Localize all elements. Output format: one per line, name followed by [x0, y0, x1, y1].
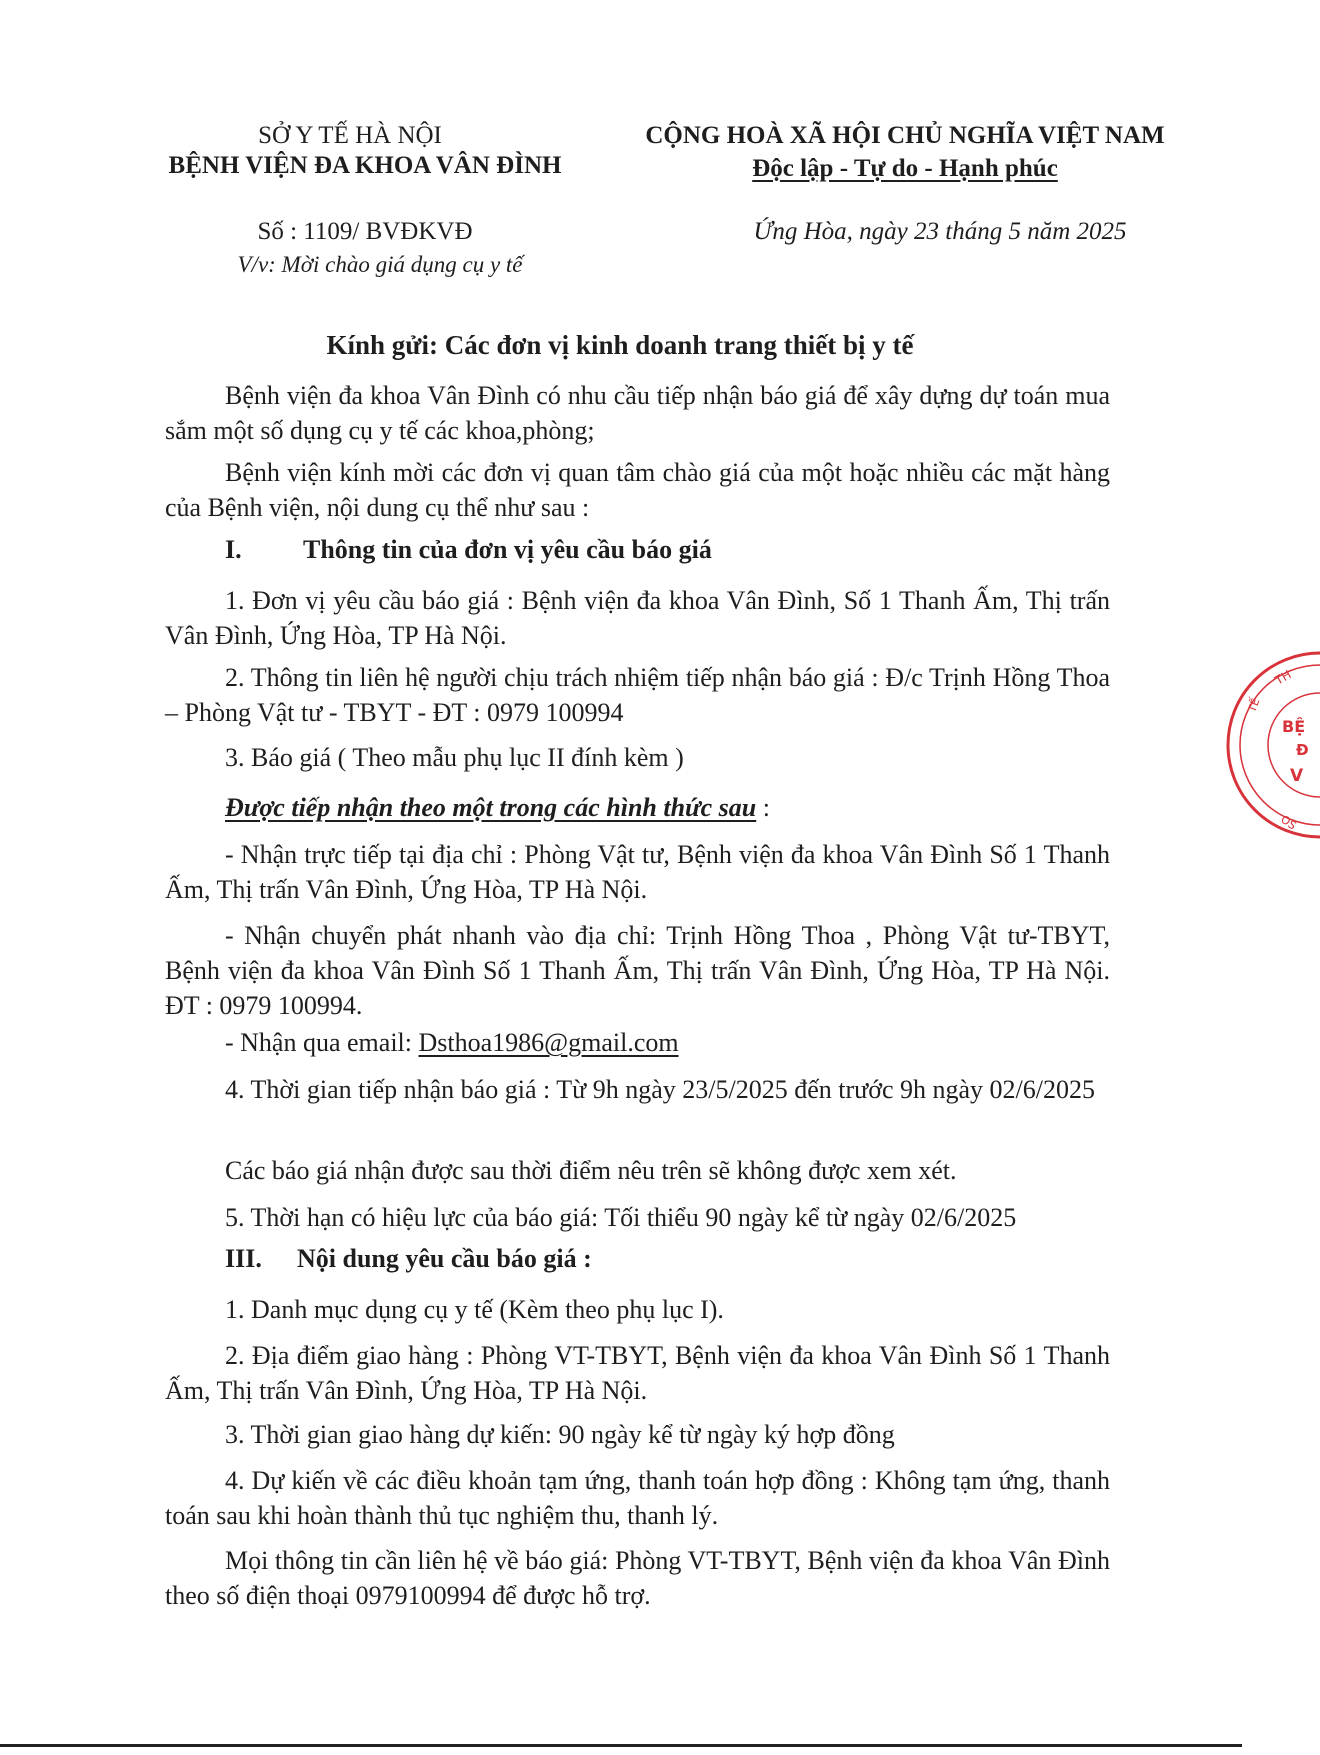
section-3-number: III. [225, 1244, 262, 1273]
section-1-item-2 [165, 660, 1110, 730]
intro-paragraph-2 [165, 455, 1110, 525]
section-1-item-1 [165, 583, 1110, 653]
svg-text:TẾ: TẾ [1245, 696, 1263, 715]
page-bottom-edge [0, 1744, 1242, 1747]
section-1-item-2-text: 2. Thông tin liên hệ người chịu trách nhiệm tiếp nhận báo giá : Đ/c Trịnh Hồng Thoa – Phòng Vật tư - TBYT - ĐT : 0979 100994 [165, 663, 1110, 727]
intro-paragraph-1 [165, 378, 1110, 448]
intro-paragraph-1-text: Bệnh viện đa khoa Vân Đình có nhu cầu tiếp nhận báo giá để xây dựng dự toán mua sắm một số dụng cụ y tế các khoa,phòng; [165, 381, 1110, 445]
document-number: Số : 1109/ BVĐKVĐ [257, 218, 473, 245]
document-subject: V/v: Mời chào giá dụng cụ y tế [237, 252, 523, 277]
section-1-item-4-text: 4. Thời gian tiếp nhận báo giá : Từ 9h ngày 23/5/2025 đến trước 9h ngày 02/6/2025 [225, 1075, 1095, 1104]
section-1-item-4 [165, 1072, 1110, 1107]
recipient-line: Kính gửi: Các đơn vị kinh doanh trang thiết bị y tế [326, 330, 914, 360]
receive-method-email-label: - Nhận qua email: [225, 1028, 419, 1057]
section-1-item-1-text: 1. Đơn vị yêu cầu báo giá : Bệnh viện đa khoa Vân Đình, Số 1 Thanh Ấm, Thị trấn Vân Đình, Ứng Hòa, TP Hà Nội. [165, 586, 1110, 650]
section-3-item-2 [165, 1338, 1110, 1408]
svg-text:BỆ: BỆ [1282, 717, 1306, 736]
receive-method-courier [165, 918, 1110, 1023]
section-1-item-3: 3. Báo giá ( Theo mẫu phụ lục II đính kèm ) [225, 743, 684, 772]
late-submission-note: Các báo giá nhận được sau thời điểm nêu trên sẽ không được xem xét. [225, 1156, 957, 1185]
receive-method-courier-text: - Nhận chuyển phát nhanh vào địa chỉ: Trịnh Hồng Thoa , Phòng Vật tư-TBYT, Bệnh viện đa khoa Vân Đình Số 1 Thanh Ấm, Thị trấn Vân Đình, Ứng Hòa, TP Hà Nội. ĐT : 0979 100994. [165, 921, 1110, 1020]
section-1-number: I. [225, 535, 242, 564]
receive-method-direct [165, 837, 1110, 907]
contact-paragraph [165, 1543, 1110, 1613]
section-3-item-4 [165, 1463, 1110, 1533]
section-1-item-5: 5. Thời hạn có hiệu lực của báo giá: Tối thiểu 90 ngày kể từ ngày 02/6/2025 [225, 1203, 1017, 1232]
contact-paragraph-text: Mọi thông tin cần liên hệ về báo giá: Phòng VT-TBYT, Bệnh viện đa khoa Vân Đình theo số điện thoại 0979100994 để được hỗ trợ. [165, 1546, 1110, 1610]
section-3-title: Nội dung yêu cầu báo giá : [297, 1244, 592, 1273]
svg-text:Đ: Đ [1296, 741, 1309, 759]
email-link[interactable]: Dsthoa1986@gmail.com [418, 1028, 679, 1057]
section-1-title: Thông tin của đơn vị yêu cầu báo giá [303, 535, 712, 564]
receive-method-direct-text: - Nhận trực tiếp tại địa chỉ : Phòng Vật tư, Bệnh viện đa khoa Vân Đình Số 1 Thanh Ấm, Thị trấn Vân Đình, Ứng Hòa, TP Hà Nội. [165, 840, 1110, 904]
svg-text:TH: TH [1272, 667, 1294, 688]
section-3-item-1: 1. Danh mục dụng cụ y tế (Kèm theo phụ lục I). [225, 1295, 724, 1324]
national-title: CỘNG HOÀ XÃ HỘI CHỦ NGHĨA VIỆT NAM [645, 122, 1165, 149]
intro-paragraph-2-text: Bệnh viện kính mời các đơn vị quan tâm chào giá của một hoặc nhiều các mặt hàng của Bệnh viện, nội dung cụ thể như sau : [165, 458, 1110, 522]
hospital-stamp [1170, 645, 1320, 845]
section-3-item-2-text: 2. Địa điểm giao hàng : Phòng VT-TBYT, Bệnh viện đa khoa Vân Đình Số 1 Thanh Ấm, Thị trấn Vân Đình, Ứng Hòa, TP Hà Nội. [165, 1341, 1110, 1405]
receive-methods-heading [225, 790, 770, 825]
receive-method-email [225, 1025, 679, 1060]
issuing-hospital: BỆNH VIỆN ĐA KHOA VÂN ĐÌNH [168, 152, 562, 179]
section-3-item-3: 3. Thời gian giao hàng dự kiến: 90 ngày kể từ ngày ký hợp đồng [225, 1420, 895, 1449]
place-date: Ứng Hòa, ngày 23 tháng 5 năm 2025 [753, 218, 1127, 245]
issuing-department: SỞ Y TẾ HÀ NỘI [258, 122, 442, 149]
receive-methods-heading-colon: : [756, 793, 770, 822]
svg-text:V: V [1290, 766, 1304, 786]
national-motto: Độc lập - Tự do - Hạnh phúc [752, 155, 1058, 182]
section-3-item-4-text: 4. Dự kiến về các điều khoản tạm ứng, thanh toán hợp đồng : Không tạm ứng, thanh toán sau khi hoàn thành thủ tục nghiệm thu, thanh lý. [165, 1466, 1110, 1530]
receive-methods-heading-text: Được tiếp nhận theo một trong các hình thức sau [225, 793, 757, 822]
svg-text:OS: OS [1278, 812, 1299, 833]
